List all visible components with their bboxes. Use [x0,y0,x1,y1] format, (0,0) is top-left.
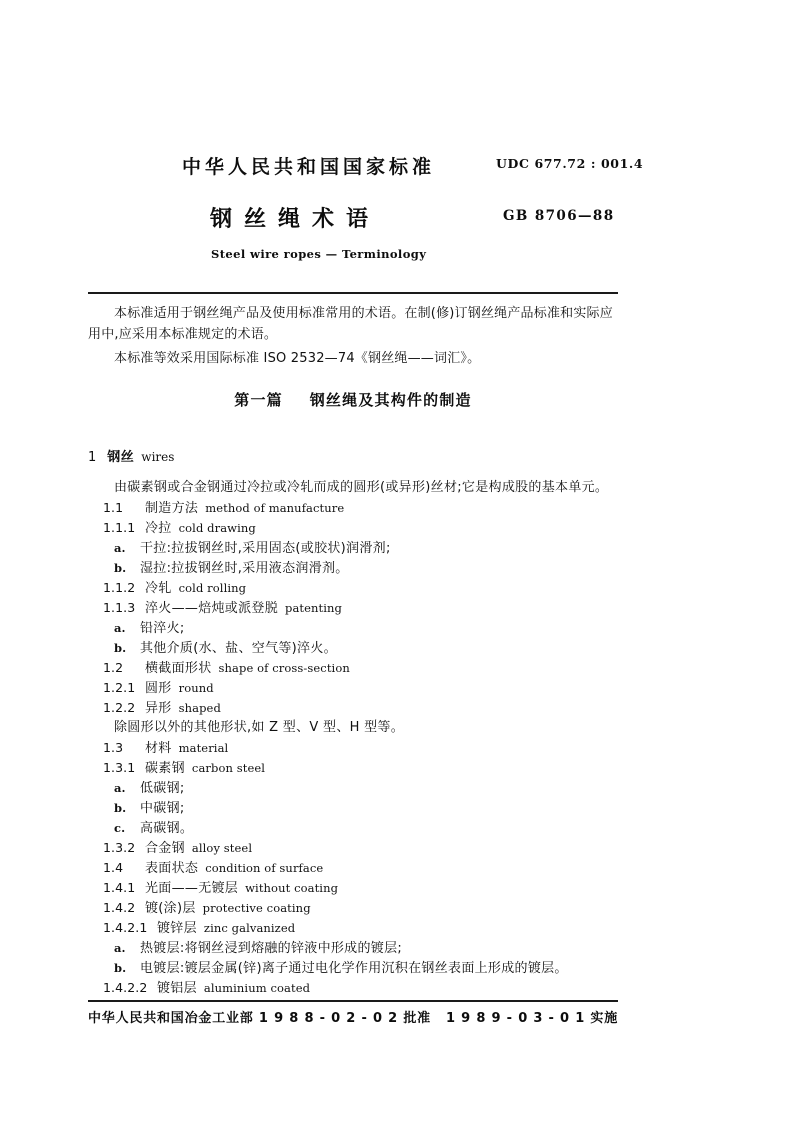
list-item [88,738,618,758]
list-item-label-en: patenting [285,601,343,615]
list-item-number: 1.1.1 [103,520,136,535]
list-item-number: 1.2.2 [103,700,136,715]
list-item [88,878,618,898]
standard-number: GB 8706—88 [503,208,615,224]
list-item-label-cn: 横截面形状 [145,661,212,676]
list-item [88,838,618,858]
list-item-label-cn: 镀(涂)层 [145,901,196,916]
list-item [88,918,618,938]
list-item-number: b. [114,961,127,975]
list-item-number: 1.4.2.2 [103,980,148,995]
list-item-label-en: material [178,741,229,755]
list-item-label-en: without coating [245,881,339,895]
list-item-label-cn: 其他介质(水、盐、空气等)淬火。 [140,641,337,656]
section-heading-1 [88,446,174,465]
list-item-number: c. [114,821,126,835]
list-item [88,698,618,718]
part-heading [88,389,618,410]
footer-approval-text: 中华人民共和国冶金工业部 1 9 8 8 - 0 2 - 0 2 批准 [88,1011,431,1026]
list-item-label-cn: 铅淬火; [140,621,185,636]
list-item-number: b. [114,641,127,655]
list-item-label-cn: 高碳钢。 [140,821,194,836]
list-item-label-cn: 电镀层:镀层金属(锌)离子通过电化学作用沉积在钢丝表面上形成的镀层。 [140,961,568,976]
part-heading-text: 钢丝绳及其构件的制造 [309,391,472,409]
page-title: 钢丝绳术语 [210,207,381,232]
list-item-number: b. [114,561,127,575]
list-item [88,798,618,818]
list-item-number: 1.1.3 [103,600,136,615]
list-item [88,778,618,798]
list-item-number: 1.1.2 [103,580,136,595]
list-item-label-en: method of manufacture [205,501,345,515]
list-item-label-en: protective coating [202,901,311,915]
list-item-label-en: cold drawing [178,521,256,535]
list-item-label-cn: 冷拉 [145,521,172,536]
page-footer [88,1007,618,1029]
list-item-label-cn: 制造方法 [145,501,199,516]
list-item-label-cn: 干拉:拉拔钢丝时,采用固态(或胶状)润滑剂; [140,541,391,556]
list-item-label-cn: 淬火——焙炖或派登脱 [145,601,278,616]
section-number: 1 [88,450,97,465]
list-item [88,518,618,538]
list-item-label-cn: 除圆形以外的其他形状,如 Z 型、V 型、H 型等。 [114,720,405,735]
list-item-number: 1.3 [103,740,124,755]
list-item [88,658,618,678]
list-item-label-en: alloy steel [191,841,253,855]
list-item-number: 1.2.1 [103,680,136,695]
part-heading-label: 第一篇 [234,391,283,409]
list-item-number: a. [114,941,126,955]
list-item-label-cn: 镀锌层 [157,921,197,936]
list-item-label-cn: 碳素钢 [145,761,185,776]
list-item [88,678,618,698]
scope-paragraph-1: 本标准适用于钢丝绳产品及使用标准常用的术语。在制(修)订钢丝绳产品标准和实际应用中,应采用本标准规定的术语。 [88,306,613,342]
list-item-number: a. [114,541,126,555]
list-item-number: 1.4.2.1 [103,920,148,935]
terminology-list [88,478,618,998]
list-item-label-cn: 热镀层:将钢丝浸到熔融的锌液中形成的镀层; [140,941,403,956]
list-item-number: 1.4 [103,860,124,875]
scope-section [88,303,618,369]
list-item-label-en: shaped [178,701,221,715]
list-item [88,498,618,518]
list-item [88,578,618,598]
list-item-number: 1.3.1 [103,760,136,775]
header-divider [88,292,618,294]
list-item [88,938,618,958]
list-item [88,958,618,978]
list-item-label-cn: 低碳钢; [140,781,185,796]
list-item [88,598,618,618]
list-item [88,558,618,578]
list-item [88,858,618,878]
list-item-number: 1.2 [103,660,124,675]
section-title-en: wires [141,450,175,464]
list-item-number: 1.1 [103,500,124,515]
list-item-label-en: cold rolling [178,581,247,595]
list-item [88,758,618,778]
list-item-label-cn: 湿拉:拉拔钢丝时,采用液态润滑剂。 [140,561,349,576]
list-item-label-cn: 表面状态 [145,861,199,876]
list-item-label-cn: 由碳素钢或合金钢通过冷拉或冷轧而成的圆形(或异形)丝材;它是构成股的基本单元。 [114,480,609,495]
list-item [88,638,618,658]
list-item-number: a. [114,621,126,635]
list-item-number: a. [114,781,126,795]
scope-paragraph-2: 本标准等效采用国际标准 ISO 2532—74《钢丝绳——词汇》。 [114,351,481,366]
list-item-label-en: condition of surface [205,861,324,875]
list-item-label-en: round [178,681,214,695]
list-item [88,898,618,918]
list-item-label-cn: 合金钢 [145,841,185,856]
masthead [88,146,644,286]
list-item-number: 1.4.1 [103,880,136,895]
list-item-number: b. [114,801,127,815]
list-item-label-en: carbon steel [191,761,266,775]
section-title-cn: 钢丝 [107,450,135,465]
list-item-label-en: zinc galvanized [203,921,296,935]
list-item-label-en: shape of cross-section [218,661,350,675]
list-item-label-cn: 圆形 [145,681,172,696]
list-item-label-cn: 光面——无镀层 [145,881,239,896]
footer-divider [88,1000,618,1002]
list-item [88,718,618,738]
list-item [88,538,618,558]
footer-effective-date: 1 9 8 9 - 0 3 - 0 1 实施 [445,1011,618,1026]
udc-code: UDC 677.72 : 001.4 [496,156,644,171]
list-item-label-cn: 冷轧 [145,581,172,596]
list-item-number: 1.4.2 [103,900,136,915]
national-standard-label: 中华人民共和国国家标准 [182,156,436,178]
list-item [88,618,618,638]
list-item-label-cn: 异形 [145,701,172,716]
page-subtitle: Steel wire ropes — Terminology [211,247,427,261]
list-item-label-cn: 镀铝层 [157,981,197,996]
list-item-label-en: aluminium coated [203,981,311,995]
list-item [88,478,618,498]
list-item [88,978,618,998]
list-item-number: 1.3.2 [103,840,136,855]
list-item-label-cn: 材料 [145,741,172,756]
list-item-label-cn: 中碳钢; [140,801,185,816]
list-item [88,818,618,838]
